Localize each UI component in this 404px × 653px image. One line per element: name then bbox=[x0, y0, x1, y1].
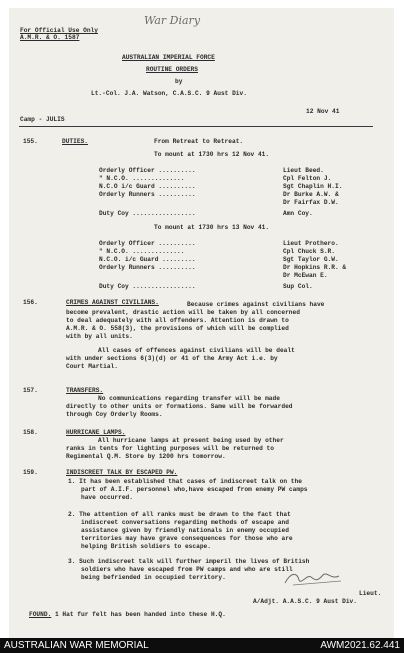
duty-name: Cpl Felton J. bbox=[283, 175, 332, 182]
camp-label: Camp - JULIS bbox=[20, 116, 65, 123]
section-155-mount-1: To mount at 1730 hrs 12 Nov 41. bbox=[154, 151, 270, 158]
duty-name: Sup Col. bbox=[283, 283, 313, 290]
body-line: No communications regarding transfer will be made bbox=[98, 395, 280, 402]
section-155-title: DUTIES. bbox=[62, 138, 88, 145]
duty-role: Orderly Officer .......... bbox=[99, 240, 196, 247]
body-line: 1. It has been established that cases of indiscreet talk on the bbox=[68, 478, 302, 485]
duty-name: Dr Fairfax D.W. bbox=[283, 199, 339, 206]
duty-role: Orderly Runners .......... bbox=[99, 191, 196, 198]
body-line: 2. The attention of all ranks must be drawn to the fact that bbox=[68, 511, 291, 518]
body-line: directly to other units or formations. Same will be forwarded bbox=[66, 403, 293, 410]
duty-role: N.C.O i/c Guard .......... bbox=[99, 183, 196, 190]
body-line: to deal adequately with all offenders. Attention is drawn to bbox=[66, 317, 289, 324]
body-line: part of A.I.F. personnel who,have escaped from enemy PW camps bbox=[81, 486, 308, 493]
duty-name: Sgt Chaplin H.I. bbox=[283, 183, 343, 190]
duty-role: " N.C.O. .............. bbox=[99, 248, 185, 255]
body-line: with by all units. bbox=[66, 333, 133, 340]
official-use-label: For Official Use Only bbox=[20, 27, 98, 34]
header-rule bbox=[19, 126, 373, 127]
body-line: All hurricane lamps at present being used by other bbox=[98, 437, 284, 444]
section-158-title: HURRICANE LAMPS. bbox=[66, 429, 126, 436]
body-line: 3. Such indiscreet talk will further imperil the lives of British bbox=[68, 558, 310, 565]
force-title: AUSTRALIAN IMPERIAL FORCE bbox=[122, 54, 215, 61]
footer-bar bbox=[0, 638, 404, 653]
body-line: have occurred. bbox=[81, 494, 133, 501]
body-line: ranks in tents for lighting purposes will be returned to bbox=[66, 445, 274, 452]
duty-name: Amn Coy. bbox=[283, 210, 313, 217]
body-line: being befriended in occupied territory. bbox=[81, 574, 226, 581]
duty-role: Orderly Runners .......... bbox=[99, 264, 196, 271]
duty-role: N.C.O. i/c Guard ......... bbox=[99, 256, 196, 263]
section-159-number: 159. bbox=[23, 469, 38, 476]
body-line: assistance given by friendly nationals in enemy occupied bbox=[81, 527, 289, 534]
section-155-mount-2: To mount at 1730 hrs 13 Nov 41. bbox=[154, 224, 270, 231]
handwritten-annotation: War Diary bbox=[144, 14, 201, 27]
body-line: Because crimes against civilians have bbox=[187, 301, 325, 308]
signature-rank: Lieut. bbox=[359, 590, 382, 597]
body-line: All cases of offences against civilians will be dealt bbox=[98, 347, 295, 354]
body-line: indiscreet conversations regarding methods of escape and bbox=[81, 519, 289, 526]
duty-role: Duty Coy ................. bbox=[99, 283, 196, 290]
issuing-officer: Lt.-Col. J.A. Watson, C.A.S.C. 9 Aust Div. bbox=[91, 90, 247, 97]
section-159-title: INDISCREET TALK BY ESCAPED PW. bbox=[66, 469, 178, 476]
duty-role: Duty Coy ................. bbox=[99, 210, 196, 217]
body-line: Court Martial. bbox=[66, 363, 118, 370]
section-157-title: TRANSFERS. bbox=[66, 387, 104, 394]
found-label: FOUND. bbox=[29, 611, 52, 618]
order-date: 12 Nov 41 bbox=[306, 108, 340, 115]
found-text: 1 Hat fur felt has been handed into these H.Q. bbox=[55, 611, 226, 618]
body-line: helping British soldiers to escape. bbox=[81, 543, 211, 550]
amr-reference: A.M.R. & O. 1587 bbox=[20, 34, 80, 41]
duty-role: " N.C.O. .............. bbox=[99, 175, 185, 182]
duty-name: Dr Hopkins R.R. & bbox=[283, 264, 347, 271]
duty-name: Lieut Beed. bbox=[283, 167, 324, 174]
body-line: through Coy Orderly Rooms. bbox=[66, 411, 163, 418]
section-157-number: 157. bbox=[23, 387, 38, 394]
body-line: with under sections 6(3)(d) or 41 of the Army Act i.e. by bbox=[66, 355, 278, 362]
duty-name: Lieut Prothero. bbox=[283, 240, 339, 247]
by-label: by bbox=[175, 78, 183, 85]
body-line: Regimental Q.M. Store by 1200 hrs tomorrow. bbox=[66, 453, 226, 460]
section-155-period: From Retreat to Retreat. bbox=[154, 138, 244, 145]
section-156-title: CRIMES AGAINST CIVILIANS. bbox=[66, 299, 159, 306]
handwritten-signature bbox=[281, 568, 345, 588]
duty-name: Cpl Chuck S.R. bbox=[283, 248, 335, 255]
body-line: become prevalent, drastic action will be taken by all concerned bbox=[66, 309, 300, 316]
section-156-number: 156. bbox=[23, 299, 38, 306]
duty-name: Dr McEwan E. bbox=[283, 272, 328, 279]
footer-accession-number: AWM2021.62.441 bbox=[320, 640, 400, 651]
duty-role: Orderly Officer .......... bbox=[99, 167, 196, 174]
duty-name: Sgt Taylor G.W. bbox=[283, 256, 339, 263]
body-line: territories may have grave consequences for those who are bbox=[81, 535, 293, 542]
routine-orders-title: ROUTINE ORDERS bbox=[146, 66, 198, 73]
signature-appointment: A/Adjt. A.A.S.C. 9 Aust Div. bbox=[253, 598, 357, 605]
section-158-number: 158. bbox=[23, 429, 38, 436]
document-page bbox=[9, 8, 394, 638]
body-line: A.M.R. & O. 558(3), the provisions of which will be complied bbox=[66, 325, 289, 332]
section-155-number: 155. bbox=[23, 138, 38, 145]
body-line: soldiers who have escaped from PW camps and who are still bbox=[81, 566, 293, 573]
duty-name: Dr Burke A.W. & bbox=[283, 191, 339, 198]
footer-institution: AUSTRALIAN WAR MEMORIAL bbox=[4, 640, 149, 651]
